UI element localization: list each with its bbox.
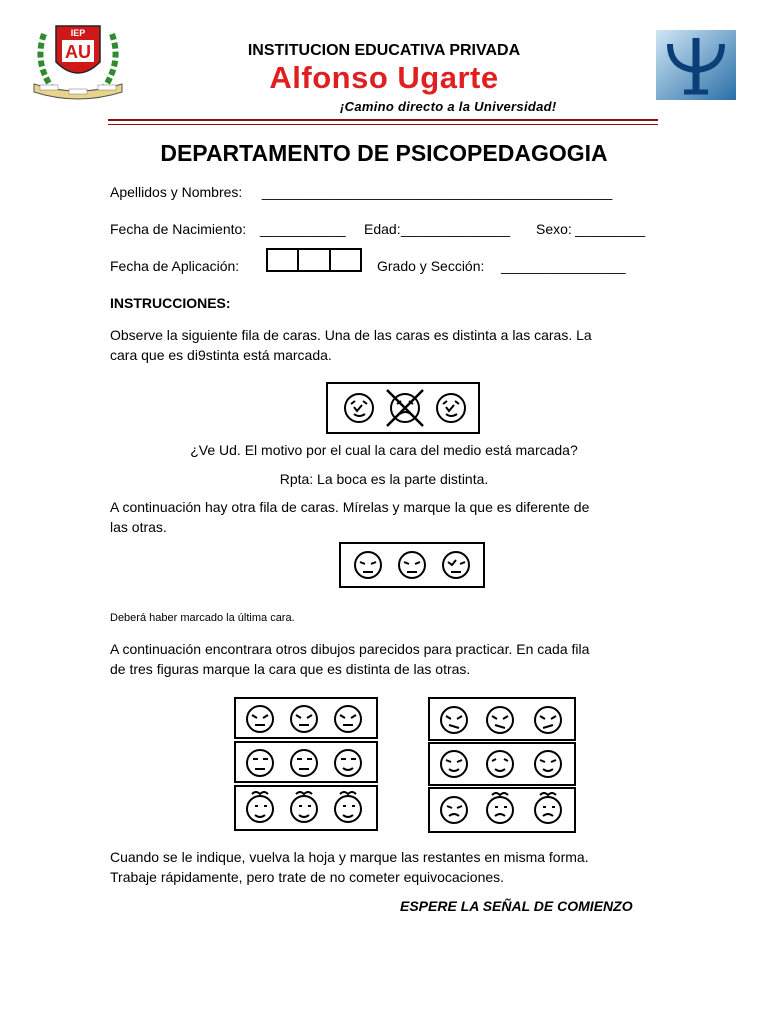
- answer: Rpta: La boca es la parte distinta.: [279, 471, 489, 487]
- para2-line2: las otras.: [110, 519, 167, 535]
- face-icon: [291, 792, 317, 822]
- page-title: DEPARTAMENTO DE PSICOPEDAGOGIA: [160, 140, 608, 166]
- names-field[interactable]: _____________________________________________: [258, 184, 613, 200]
- start-signal: ESPERE LA SEÑAL DE COMIENZO: [400, 898, 633, 914]
- question: ¿Ve Ud. El motivo por el cual la cara del medio está marcada?: [190, 442, 578, 458]
- face-icon: [441, 797, 467, 823]
- face-icon: [247, 706, 273, 732]
- slogan: ¡Camino directo a la Universidad!: [340, 99, 557, 114]
- para2-line1: A continuación hay otra fila de caras. Mírelas y marque la que es diferente de: [110, 499, 590, 515]
- face-icon: [291, 706, 317, 732]
- face-icon: [291, 750, 317, 776]
- practice-grid-right: [428, 697, 576, 833]
- example-faces-2: [338, 540, 488, 590]
- face-icon: [487, 751, 513, 777]
- date-box[interactable]: [268, 250, 299, 270]
- face-icon: [335, 750, 361, 776]
- face-icon: [487, 793, 513, 823]
- face-icon: [535, 707, 561, 733]
- age-label: Edad:: [364, 221, 401, 237]
- school-name: Alfonso Ugarte: [269, 60, 499, 95]
- face-icon: [535, 793, 561, 823]
- birth-label: Fecha de Nacimiento:: [110, 221, 247, 237]
- face-icon: [247, 792, 273, 822]
- para3-line2: de tres figuras marque la cara que es distinta de las otras.: [110, 661, 471, 677]
- face-icon: [335, 792, 361, 822]
- birth-field[interactable]: ___________: [260, 221, 346, 237]
- grade-label: Grado y Sección:: [377, 258, 485, 274]
- face-icon: [487, 707, 513, 733]
- age-field[interactable]: ______________: [401, 221, 511, 237]
- face-icon: [441, 751, 467, 777]
- logo-initials: AU: [65, 42, 91, 62]
- date-box[interactable]: [331, 250, 360, 270]
- logo-badge-text: IEP: [70, 28, 86, 38]
- instructions-title: INSTRUCCIONES:: [110, 295, 231, 311]
- application-date-label: Fecha de Aplicación:: [110, 258, 240, 274]
- institution-label: INSTITUCION EDUCATIVA PRIVADA: [247, 42, 521, 59]
- header-rule: [108, 119, 658, 121]
- sex-label: Sexo:: [536, 221, 572, 237]
- face-icon: [335, 706, 361, 732]
- application-date-boxes[interactable]: [266, 248, 362, 272]
- para3-line1: A continuación encontrara otros dibujos parecidos para practicar. En cada fila: [110, 641, 590, 657]
- date-box[interactable]: [299, 250, 330, 270]
- practice-grid-left: [234, 697, 378, 831]
- example-faces-1: [325, 380, 483, 436]
- para1-line2: cara que es di9stinta está marcada.: [110, 347, 332, 363]
- para1-line1: Observe la siguiente fila de caras. Una de las caras es distinta a las caras. La: [110, 327, 592, 343]
- header-rule-thin: [108, 124, 658, 125]
- names-label: Apellidos y Nombres:: [110, 184, 243, 200]
- note: Deberá haber marcado la última cara.: [110, 612, 295, 624]
- face-icon: [441, 707, 467, 733]
- closing-line1: Cuando se le indique, vuelva la hoja y marque las restantes en misma forma.: [110, 849, 589, 865]
- face-icon: [535, 751, 561, 777]
- grade-field[interactable]: ________________: [501, 258, 626, 274]
- sex-field[interactable]: _________: [575, 221, 646, 237]
- closing-line2: Trabaje rápidamente, pero trate de no cometer equivocaciones.: [110, 869, 505, 885]
- face-icon: [247, 750, 273, 776]
